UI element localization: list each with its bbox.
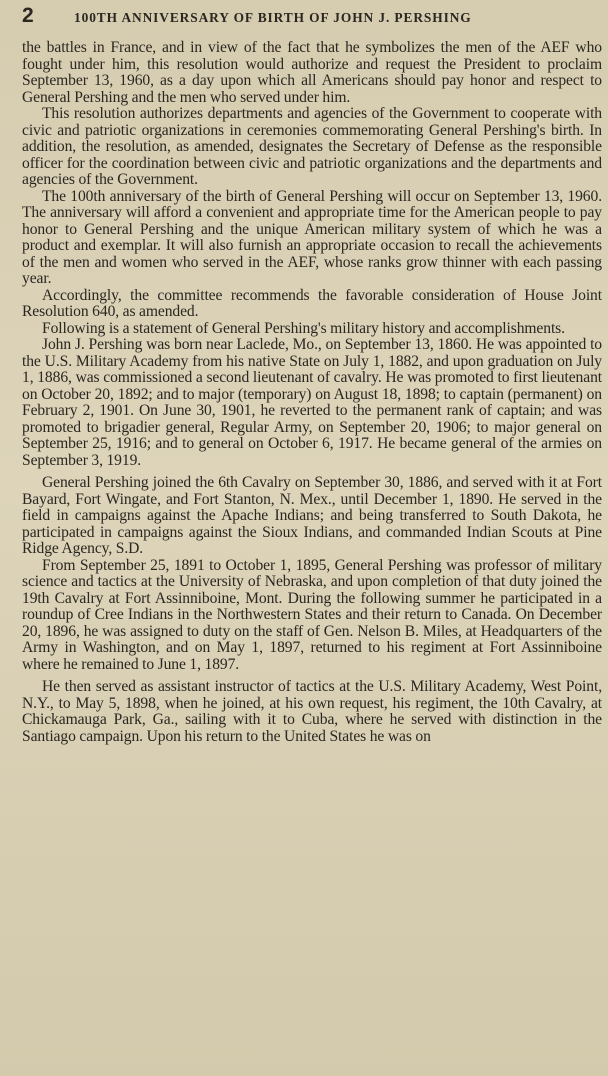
paragraph: This resolution authorizes departments and agencies of the Government to cooperate with civic and patriotic organizations in ceremonies commemorating General Pershing's birth. In addition, the resolution, as amended, designates the Secretary of Defense as the responsible officer for the coordination between civic and patriotic organizations and the departments and agencies of the Government.: [22, 105, 602, 188]
paragraph: Following is a statement of General Pershing's military history and accomplishments.: [42, 319, 565, 337]
body-text: [22, 40, 602, 745]
paragraph: The 100th anniversary of the birth of General Pershing will occur on September 13, 1960. The anniversary will afford a convenient and appropriate time for the American people to pay honor to General Pershing and the unique American military system of which he was a product and exemplar. It will also furnish an appropriate occasion to recall the achievements of the men and women who served in the AEF, whose ranks grow thinner with each passing year.: [22, 187, 602, 287]
paragraph: He then served as assistant instructor of tactics at the U.S. Military Academy, West Point, N.Y., to May 5, 1898, when he joined, at his own request, his regiment, the 10th Cavalry, at Chickamauga Park, Ga., sailing with it to Cuba, where he served with distinction in the Santiago campaign. Upon his return to the United States he was on: [22, 678, 602, 745]
paragraph: John J. Pershing was born near Laclede, Mo., on September 13, 1860. He was appointed to the U.S. Military Academy from his native State on July 1, 1882, and upon graduation on July 1, 1886, was commissioned a second lieutenant of cavalry. He was promoted to first lieutenant on October 20, 1892; and to major (temporary) on August 18, 1898; to captain (permanent) on February 2, 1901. On June 30, 1901, he reverted to the permanent rank of captain; and was promoted to brigadier general, Regular Army, on September 20, 1906; to major general on September 25, 1916; and to general on October 6, 1917. He became general of the armies on September 3, 1919.: [22, 336, 602, 469]
running-head: [22, 4, 602, 34]
paragraph: the battles in France, and in view of the fact that he symbolizes the men of the AEF who fought under him, this resolution would authorize and request the President to proclaim September 13, 1960, as a day upon which all Americans should pay honor and respect to General Pershing and the men who served under him.: [22, 39, 602, 106]
paragraph: From September 25, 1891 to October 1, 1895, General Pershing was professor of military science and tactics at the University of Nebraska, and upon completion of that duty joined the 19th Cavalry at Fort Assinniboine, Mont. During the following summer he participated in a roundup of Cree Indians in the Northwestern States and their return to Canada. On December 20, 1896, he was assigned to duty on the staff of Gen. Nelson B. Miles, at Headquarters of the Army in Washington, and on May 1, 1897, returned to his regiment at Fort Assinniboine where he remained to June 1, 1897.: [22, 556, 602, 673]
paragraph: Accordingly, the committee recommends the favorable consideration of House Joint Resolution 640, as amended.: [22, 286, 602, 320]
running-title: 100TH ANNIVERSARY OF BIRTH OF JOHN J. PERSHING: [74, 10, 472, 25]
paragraph: General Pershing joined the 6th Cavalry on September 30, 1886, and served with it at Fort Bayard, Fort Wingate, and Fort Stanton, N. Mex., until December 1, 1890. He served in the field in campaigns against the Apache Indians; and being transferred to South Dakota, he participated in campaigns against the Sioux Indians, and commanded Indian Scouts at Pine Ridge Agency, S.D.: [22, 474, 602, 557]
page-number: 2: [22, 4, 34, 27]
